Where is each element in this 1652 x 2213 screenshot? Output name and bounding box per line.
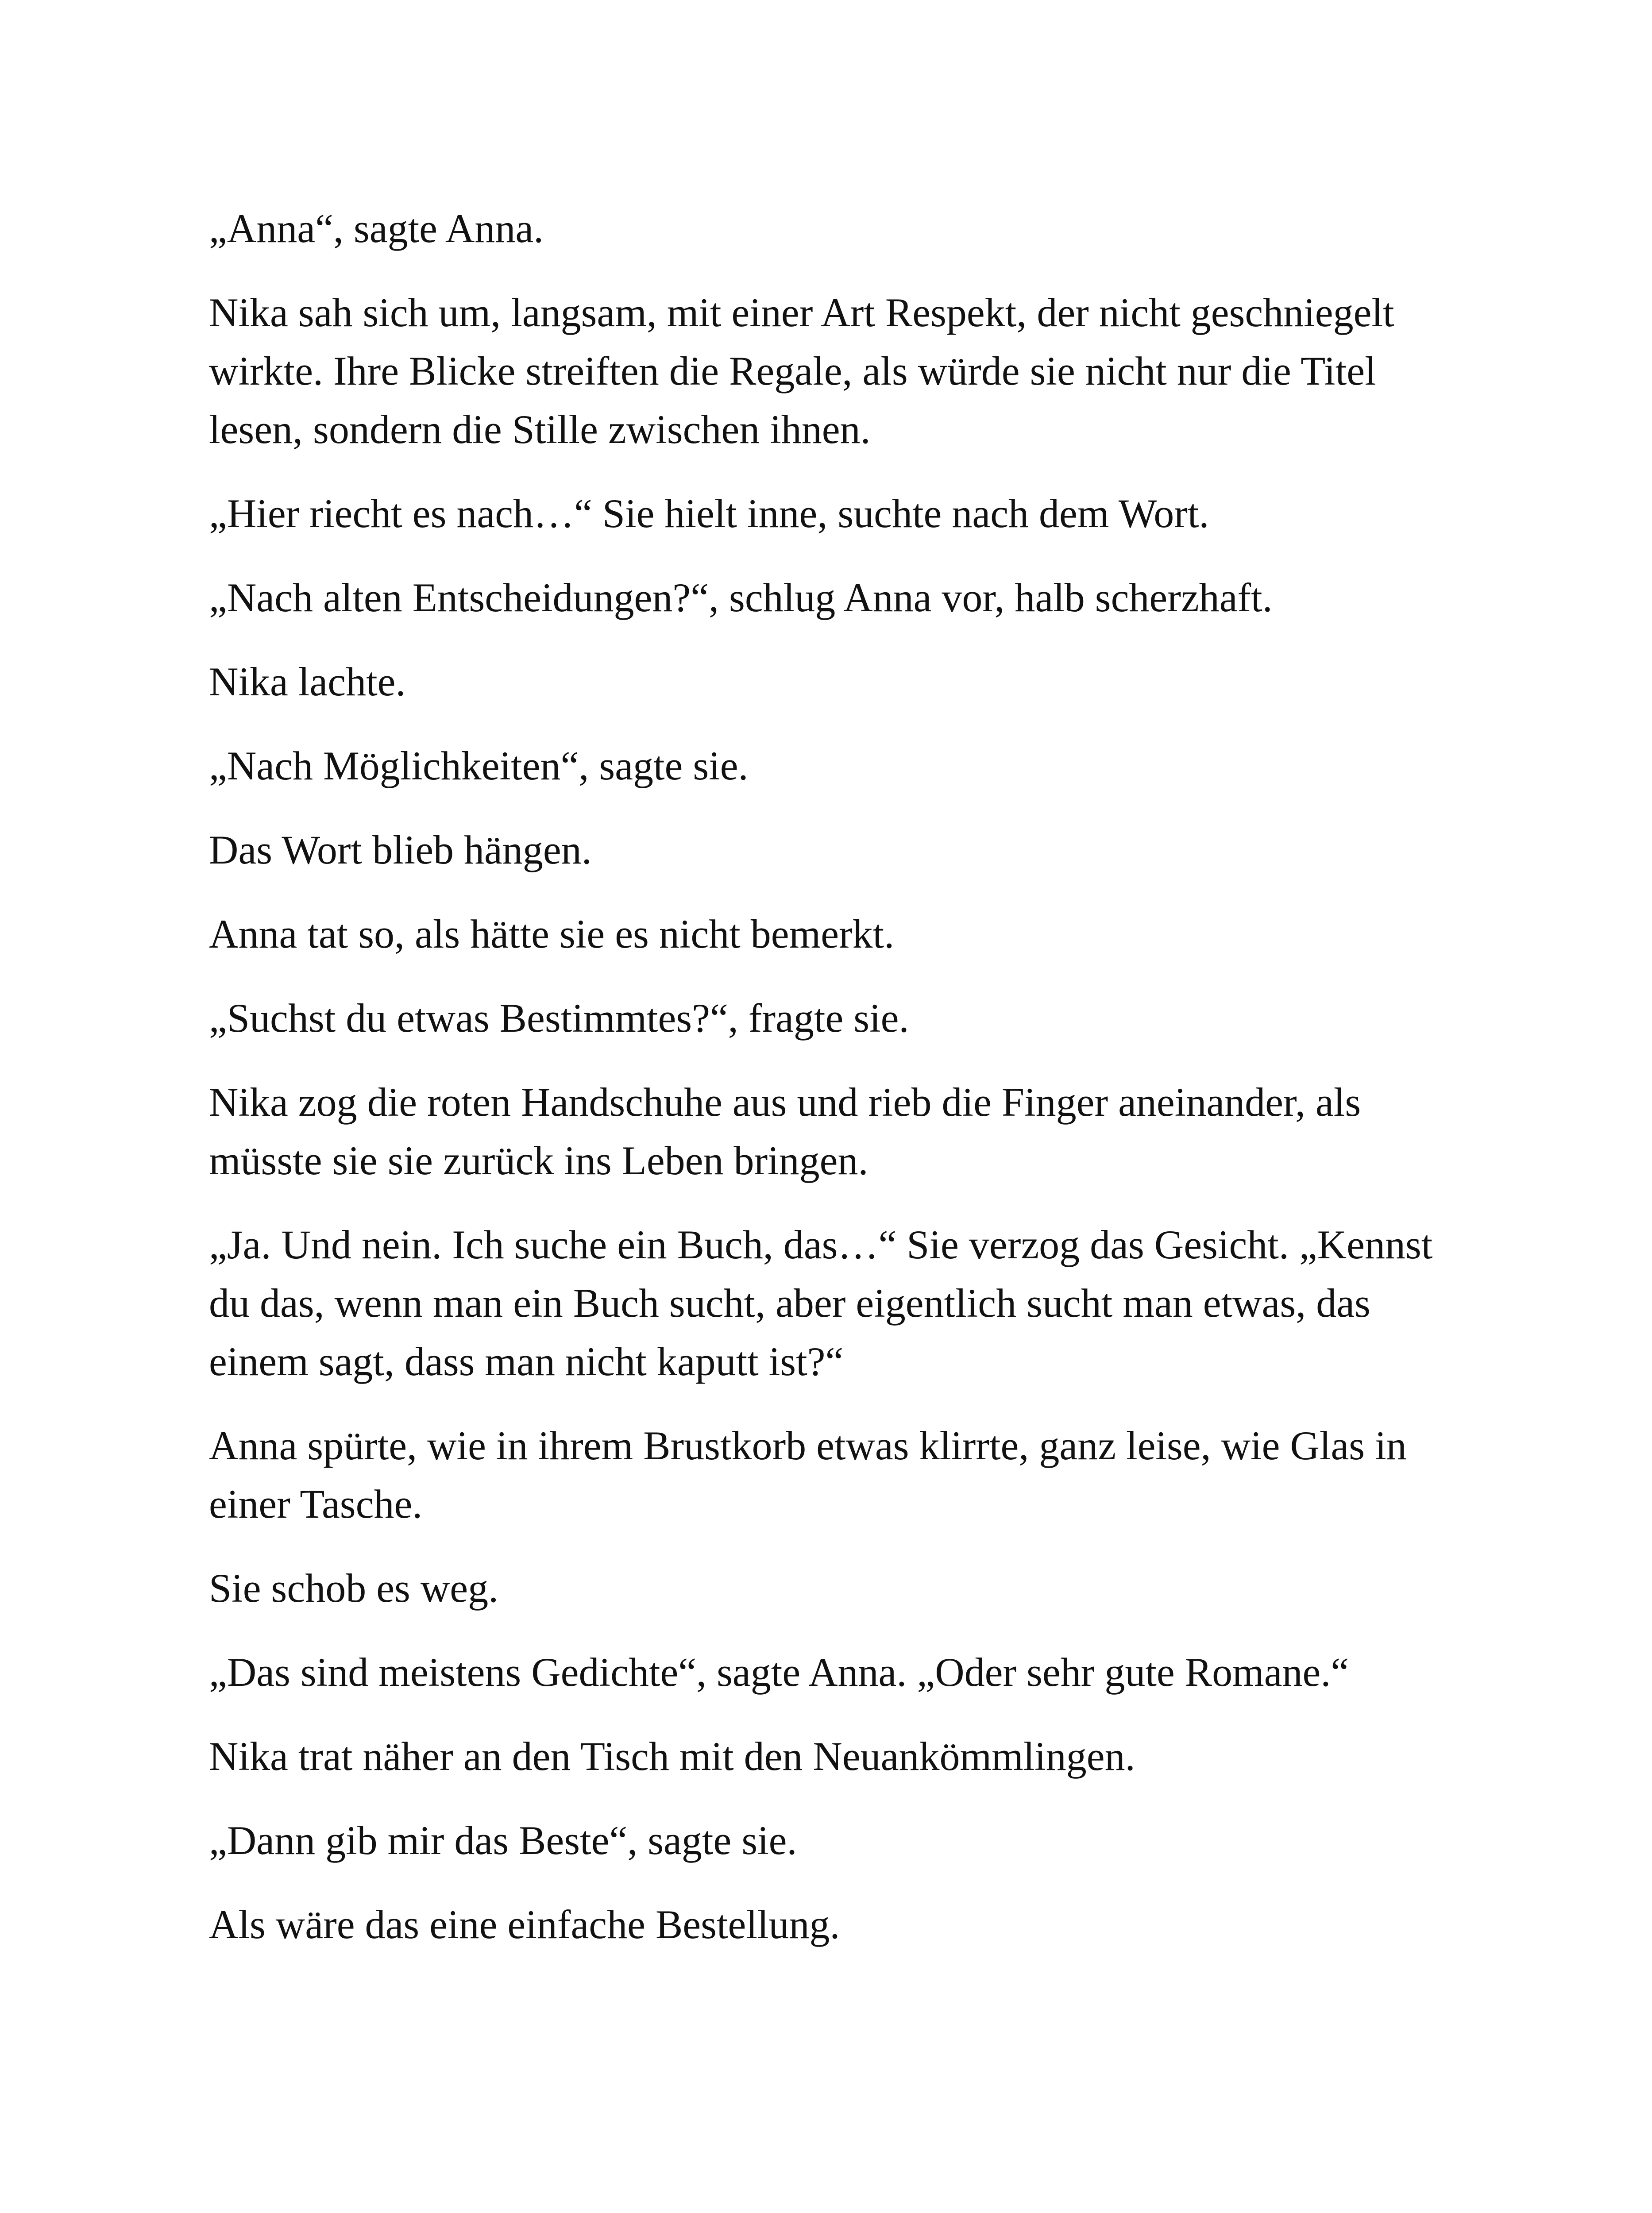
paragraph: Nika lachte. <box>209 659 406 704</box>
paragraph: Anna spürte, wie in ihrem Brustkorb etwas klirrte, ganz leise, wie Glas in einer Tasche. <box>209 1423 1407 1527</box>
paragraph: Nika zog die roten Handschuhe aus und rieb die Finger aneinander, als müsste sie sie zurück ins Leben bringen. <box>209 1080 1361 1183</box>
paragraph: „Hier riecht es nach…“ Sie hielt inne, suchte nach dem Wort. <box>209 491 1209 536</box>
document-body <box>209 199 1475 1979</box>
paragraph: Als wäre das eine einfache Bestellung. <box>209 1902 840 1947</box>
paragraph: „Das sind meistens Gedichte“, sagte Anna. „Oder sehr gute Romane.“ <box>209 1650 1349 1695</box>
paragraph: Nika trat näher an den Tisch mit den Neuankömmlingen. <box>209 1734 1135 1779</box>
paragraph: „Dann gib mir das Beste“, sagte sie. <box>209 1818 797 1863</box>
paragraph: Nika sah sich um, langsam, mit einer Art Respekt, der nicht geschniegelt wirkte. Ihre Blicke streiften die Regale, als würde sie nicht nur die Titel lesen, sondern die Stille zwischen ihnen. <box>209 290 1394 452</box>
paragraph: „Anna“, sagte Anna. <box>209 206 544 251</box>
paragraph: „Nach alten Entscheidungen?“, schlug Anna vor, halb scherzhaft. <box>209 575 1273 620</box>
paragraph: „Suchst du etwas Bestimmtes?“, fragte sie. <box>209 995 909 1041</box>
paragraph: „Ja. Und nein. Ich suche ein Buch, das…“ Sie verzog das Gesicht. „Kennst du das, wenn man ein Buch sucht, aber eigentlich sucht man etwas, das einem sagt, dass man nicht kaputt ist?“ <box>209 1222 1433 1384</box>
paragraph: „Nach Möglichkeiten“, sagte sie. <box>209 743 749 788</box>
paragraph: Anna tat so, als hätte sie es nicht bemerkt. <box>209 911 895 956</box>
paragraph: Sie schob es weg. <box>209 1565 499 1611</box>
paragraph: Das Wort blieb hängen. <box>209 827 592 872</box>
